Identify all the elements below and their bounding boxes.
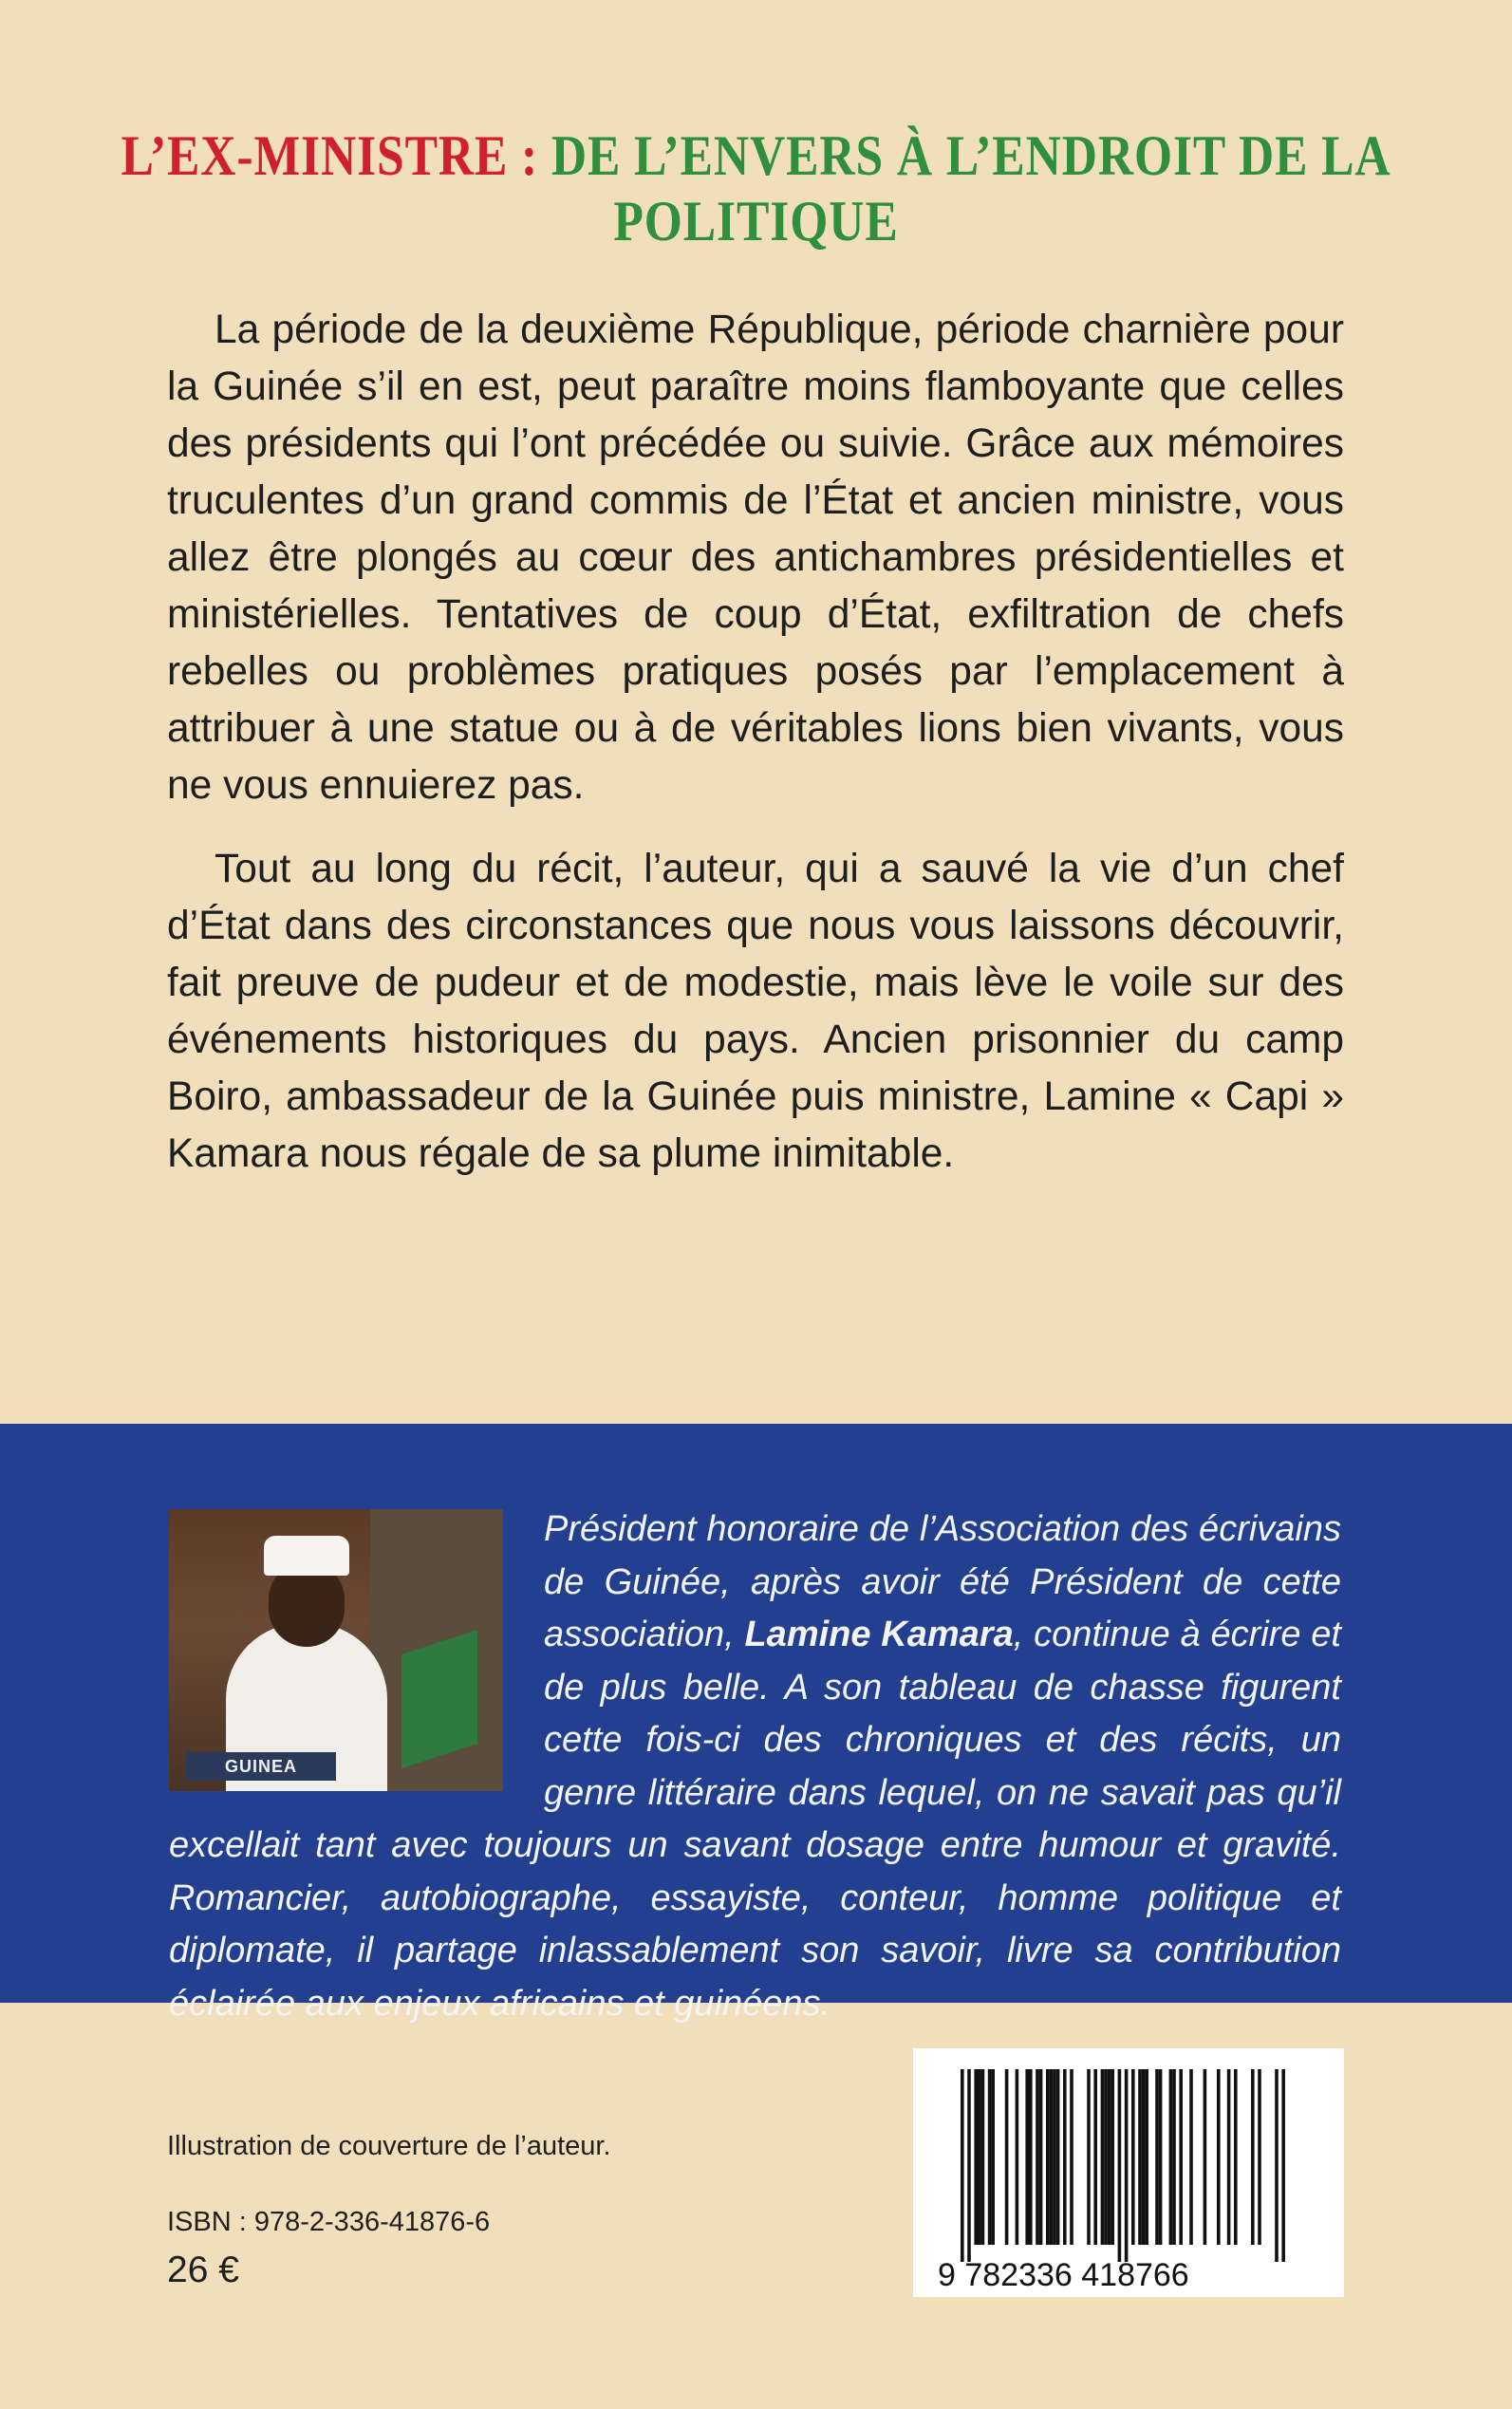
barcode bbox=[913, 2048, 1344, 2297]
name-plate: GUINEA bbox=[186, 1752, 336, 1781]
book-title bbox=[106, 123, 1407, 254]
barcode-graphic bbox=[913, 2048, 1344, 2297]
barcode-bar bbox=[1258, 2069, 1261, 2245]
barcode-bar bbox=[1029, 2069, 1033, 2245]
summary-paragraph-1: La période de la deuxième République, période charnière pour la Guinée s’il en est, peut paraître moins flamboyante que celles des présidents qui l’ont précédée ou suivie. Grâce aux mémoires truculentes d’un grand commis de l’État et ancien ministre, vous allez être plongés au cœur des antichambres présidentielles et ministérielles. Tentatives de coup d’État, exfiltration de chefs rebelles ou problèmes pratiques posés par l’emplacement à attribuer à une statue ou à de véritables lions bien vivants, vous ne vous ennuierez pas. bbox=[167, 308, 1344, 808]
author-name: Lamine Kamara bbox=[744, 1615, 1014, 1654]
barcode-bar bbox=[988, 2069, 992, 2245]
barcode-bar bbox=[967, 2069, 971, 2262]
summary-text bbox=[167, 302, 1344, 1209]
barcode-bar bbox=[978, 2069, 981, 2245]
barcode-bar bbox=[991, 2069, 995, 2245]
barcode-bar bbox=[1093, 2069, 1097, 2245]
barcode-bar bbox=[1169, 2069, 1173, 2245]
barcode-bar bbox=[1275, 2069, 1279, 2262]
barcode-bar bbox=[1204, 2069, 1207, 2245]
price: 26 € bbox=[167, 2250, 239, 2290]
author-bio bbox=[169, 1503, 1341, 2030]
barcode-bar bbox=[1159, 2069, 1163, 2245]
title-part-red: L’EX-MINISTRE : bbox=[121, 124, 539, 187]
barcode-bar bbox=[1131, 2069, 1135, 2245]
barcode-bar bbox=[1138, 2069, 1142, 2245]
barcode-bar bbox=[1111, 2069, 1114, 2245]
summary-paragraph-2: Tout au long du récit, l’auteur, qui a sauvé la vie d’un chef d’État dans des circonstances que nous vous laissons découvrir, fait preuve de pudeur et de modestie, mais lève le voile sur des événements historiques du pays. Ancien prisonnier du camp Boiro, ambassadeur de la Guinée puis ministre, Lamine « Capi » Kamara nous régale de sa plume inimitable. bbox=[167, 847, 1344, 1176]
barcode-bar bbox=[1070, 2069, 1073, 2245]
barcode-bar bbox=[1234, 2069, 1238, 2245]
barcode-bar bbox=[1056, 2069, 1060, 2245]
barcode-bar bbox=[1145, 2069, 1148, 2245]
barcode-bar bbox=[981, 2069, 985, 2245]
barcode-bar bbox=[1036, 2069, 1039, 2245]
barcode-bar bbox=[1016, 2069, 1019, 2245]
barcode-bar bbox=[1227, 2069, 1231, 2245]
barcode-bar bbox=[1172, 2069, 1176, 2245]
barcode-bar bbox=[974, 2069, 978, 2245]
isbn: ISBN : 978-2-336-41876-6 bbox=[167, 2207, 491, 2237]
barcode-bar bbox=[1108, 2069, 1111, 2245]
barcode-bar bbox=[1281, 2069, 1285, 2262]
barcode-bar bbox=[1005, 2069, 1009, 2245]
barcode-bar bbox=[1217, 2069, 1221, 2245]
bio-text-end: , continue à écrire et de plus belle. A son tableau de chasse figurent cette fois-ci des chroniques et des récits, un genre littéraire dans lequel, on ne savait pas qu’il excellait tant avec toujours un savant dosage entre humour et gravité. Romancier, autobiographe, essayiste, conteur, homme politique et diplomate, il partage inlassablement son savoir, livre sa contribution éclairée aux enjeux africains et guinéens. bbox=[169, 1615, 1341, 2024]
barcode-bar bbox=[1189, 2069, 1193, 2245]
barcode-bar bbox=[1053, 2069, 1056, 2245]
barcode-bar bbox=[1050, 2069, 1054, 2245]
barcode-bar bbox=[1025, 2069, 1029, 2245]
barcode-bar bbox=[1155, 2069, 1159, 2245]
barcode-bar bbox=[961, 2069, 964, 2262]
barcode-bar bbox=[1251, 2069, 1255, 2245]
barcode-bar bbox=[1039, 2069, 1043, 2245]
barcode-bar bbox=[1125, 2069, 1129, 2262]
barcode-bar bbox=[1046, 2069, 1050, 2245]
cover-credit: Illustration de couverture de l’auteur. bbox=[167, 2131, 611, 2161]
bio-text-start: Président honoraire de l’Association des écrivains de Guinée, après avoir été Président de cette association, bbox=[544, 1509, 1341, 1654]
barcode-bar bbox=[1063, 2069, 1067, 2245]
barcode-bar bbox=[1142, 2069, 1146, 2245]
barcode-bar bbox=[1104, 2069, 1108, 2245]
barcode-digits: 9 782336 418766 bbox=[938, 2257, 1189, 2293]
barcode-bar bbox=[1101, 2069, 1105, 2245]
barcode-bar bbox=[1087, 2069, 1091, 2245]
title-part-green: DE L’ENVERS À L’ENDROIT DE LA POLITIQUE bbox=[551, 124, 1391, 252]
barcode-bar bbox=[1118, 2069, 1122, 2262]
barcode-bar bbox=[1179, 2069, 1183, 2245]
